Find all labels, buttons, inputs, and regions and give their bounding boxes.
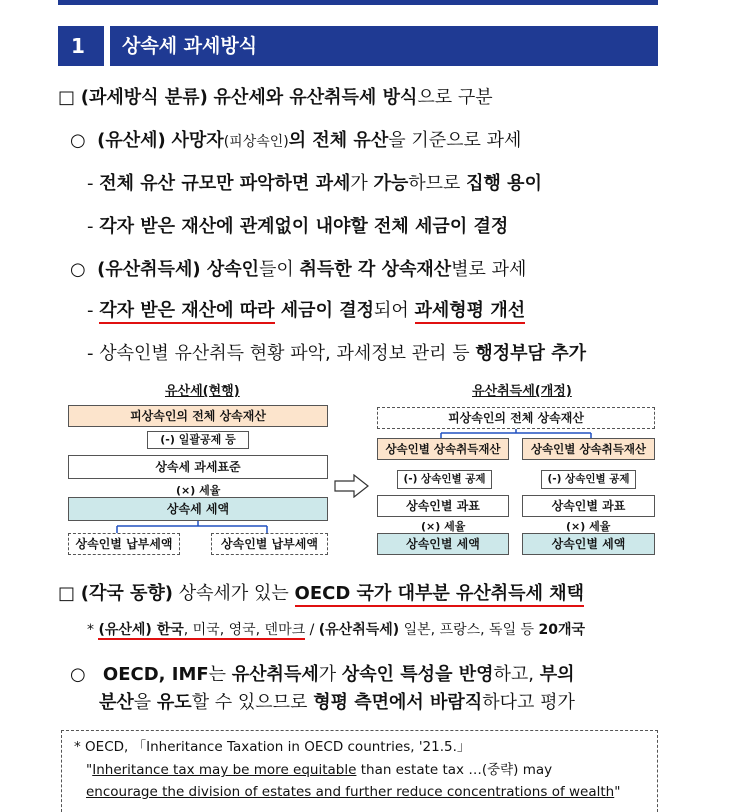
dash-bullet: - <box>87 343 94 364</box>
item-text: 으로 구분 <box>417 87 493 108</box>
red-underlined-text: OECD 국가 대부분 유산취득세 채택 <box>295 583 584 607</box>
heir-tax-amount-box-2: 상속인별 세액 <box>522 533 655 555</box>
item-text: 을 기준으로 과세 <box>388 130 522 151</box>
star-marker: * <box>87 622 94 638</box>
item-text: , 미국, 영국, 덴마크 <box>183 622 306 638</box>
star-marker: * <box>74 739 81 755</box>
circle-bullet: ○ <box>70 259 86 280</box>
item-text: 을 <box>133 692 157 713</box>
item-keyword: 상속인 특성을 반영 <box>341 664 494 685</box>
item-text: 되어 <box>374 300 415 321</box>
diagram-left-title: 유산세(현행) <box>165 384 240 399</box>
item-text: 상속세가 있는 <box>173 583 295 604</box>
footnote-citation: OECD, 「Inheritance Taxation in OECD countries, '21.5.」 <box>85 739 471 755</box>
item-keyword: 의 전체 유산 <box>288 130 389 151</box>
subitem-country-list <box>87 620 585 640</box>
underlined-quote: Inheritance tax may be more equitable <box>92 762 357 778</box>
item-keyword: 가능 <box>373 173 409 194</box>
red-underlined-text: 각자 받은 재산에 따라 <box>99 300 274 324</box>
item-keyword: 20개국 <box>538 622 586 638</box>
red-underlined-text: 과세형평 개선 <box>415 300 526 324</box>
item-text: 하므로 <box>408 173 467 194</box>
heir-tax-amount-box-1: 상속인별 세액 <box>377 533 509 555</box>
heir-asset-box-1: 상속인별 상속취득재산 <box>377 438 509 460</box>
item-keyword: (유산세) 한국 <box>98 622 184 638</box>
tax-rate-label: (×) 세율 <box>176 484 221 497</box>
item-keyword: 유도 <box>156 692 192 713</box>
section-title: 상속세 과세방식 <box>122 35 258 57</box>
footnote-source <box>74 737 470 757</box>
item-keyword: (유산취득세) <box>318 622 400 638</box>
quote-mark: " <box>614 784 621 800</box>
item-oecd-imf-view <box>70 663 575 687</box>
underlined-quote: encourage the division of estates and further reduce concentrations of wealth <box>86 784 615 800</box>
heir-tax-base-box-1: 상속인별 과표 <box>377 495 509 517</box>
item-keyword: 부의 <box>539 664 575 685</box>
heir-tax-base-box-2: 상속인별 과표 <box>522 495 655 517</box>
dash-bullet: - <box>87 173 94 194</box>
heir-deduction-box-1: (-) 상속인별 공제 <box>397 470 492 489</box>
item-text: 하다고 평가 <box>482 692 575 713</box>
heir-rate-label-1: (×) 세율 <box>421 520 466 533</box>
deduction-box: (-) 일괄공제 등 <box>147 431 249 449</box>
item-keyword: 집행 용이 <box>466 173 542 194</box>
quote-text: than estate tax …(중략) may <box>356 762 553 778</box>
heir-rate-label-2: (×) 세율 <box>566 520 611 533</box>
item-keyword: OECD, IMF <box>102 664 209 685</box>
item-text: 별로 과세 <box>451 259 527 280</box>
tax-base-box: 상속세 과세표준 <box>68 455 328 479</box>
item-text: 하고, <box>493 664 540 685</box>
item-keyword: 형평 측면에서 바람직 <box>313 692 483 713</box>
right-total-estate-box: 피상속인의 전체 상속재산 <box>377 407 655 429</box>
footnote-quote-line-2 <box>86 782 620 802</box>
item-country-trends <box>58 582 584 606</box>
item-label: (유산세) <box>97 130 166 151</box>
item-text: 가 <box>318 664 342 685</box>
item-keyword: 각자 받은 재산에 관계없이 내야할 전체 세금이 결정 <box>99 216 509 237</box>
item-keyword: 행정부담 추가 <box>475 343 586 364</box>
square-bullet: □ <box>58 87 76 108</box>
item-keyword: 세금이 결정 <box>274 300 375 321</box>
dash-bullet: - <box>87 300 94 321</box>
item-text: 할 수 있으므로 <box>191 692 314 713</box>
item-keyword: 사망자 <box>171 130 224 151</box>
item-text: 일본, 프랑스, 독일 등 <box>399 622 539 638</box>
item-note: (피상속인) <box>223 134 289 150</box>
item-oecd-imf-view-cont <box>99 691 575 715</box>
item-text: 들이 <box>259 259 300 280</box>
item-label: (유산취득세) 상속인 <box>97 259 259 280</box>
heir-payment-box-1: 상속인별 납부세액 <box>68 533 180 555</box>
item-keyword: 유산취득세 <box>231 664 319 685</box>
footnote-quote-line-1 <box>86 760 552 780</box>
heir-asset-box-2: 상속인별 상속취득재산 <box>522 438 655 460</box>
item-keyword: 분산 <box>99 692 134 713</box>
estate-tax-amount-box: 상속세 세액 <box>68 497 328 521</box>
circle-bullet: ○ <box>70 664 86 685</box>
item-text: 상속인별 유산취득 현황 파악, 과세정보 관리 등 <box>99 343 476 364</box>
item-label: (각국 동향) <box>80 583 174 604</box>
square-bullet: □ <box>58 583 76 604</box>
circle-bullet: ○ <box>70 130 86 151</box>
diagram-right-title: 유산취득세(개정) <box>472 384 572 399</box>
heir-payment-box-2: 상속인별 납부세액 <box>211 533 328 555</box>
item-text: 가 <box>350 173 374 194</box>
footnote-box <box>61 730 658 812</box>
heir-deduction-box-2: (-) 상속인별 공제 <box>541 470 636 489</box>
dash-bullet: - <box>87 216 94 237</box>
item-keyword: 취득한 각 상속재산 <box>299 259 452 280</box>
item-keyword: 전체 유산 규모만 파악하면 과세 <box>99 173 351 194</box>
section-number: 1 <box>71 34 85 58</box>
item-keyword: 유산세와 유산취득세 방식 <box>213 87 418 108</box>
total-estate-box: 피상속인의 전체 상속재산 <box>68 405 328 427</box>
quote-mark: " <box>86 762 93 778</box>
item-text: / <box>305 622 319 638</box>
item-text: 는 <box>208 664 232 685</box>
item-label: (과세방식 분류) <box>80 87 208 108</box>
